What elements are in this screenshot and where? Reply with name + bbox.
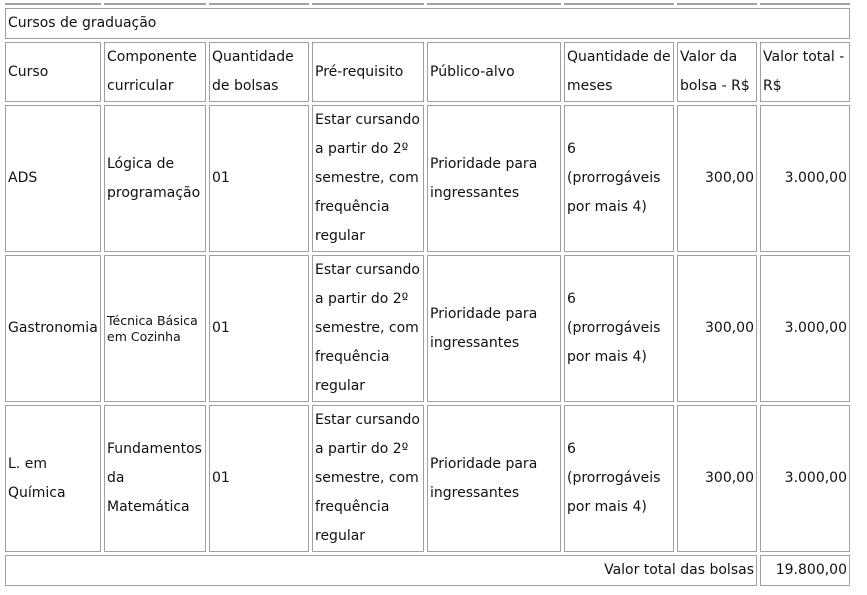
cell-meses: 6 (prorrogáveis por mais 4) [564,255,674,402]
cell-valor-bolsa: 300,00 [677,405,757,552]
header-quantidade-meses: Quantidade de meses [564,42,674,102]
cell-valor-bolsa: 300,00 [677,255,757,402]
top-border-row [5,3,850,5]
cell-curso: L. em Química [5,405,101,552]
cell-bolsas: 01 [209,255,309,402]
cell-valor-bolsa: 300,00 [677,105,757,252]
header-componente: Componente curricular [104,42,206,102]
footer-row [5,555,850,586]
header-curso: Curso [5,42,101,102]
cell-valor-total: 3.000,00 [760,105,850,252]
cell-publico-alvo: Prioridade para ingressantes [427,405,561,552]
cell-curso: Gastronomia [5,255,101,402]
table-row [5,105,850,252]
table-row [5,255,850,402]
footer-label: Valor total das bolsas [5,555,757,586]
table-row [5,405,850,552]
cell-curso: ADS [5,105,101,252]
cell-publico-alvo: Prioridade para ingressantes [427,105,561,252]
cell-publico-alvo: Prioridade para ingressantes [427,255,561,402]
cell-pre-requisito: Estar cursando a partir do 2º semestre, com frequência regular [312,105,424,252]
table-title-row [5,8,850,39]
cell-bolsas: 01 [209,405,309,552]
cell-meses: 6 (prorrogáveis por mais 4) [564,405,674,552]
header-valor-bolsa: Valor da bolsa - R$ [677,42,757,102]
cell-pre-requisito: Estar cursando a partir do 2º semestre, com frequência regular [312,405,424,552]
cell-pre-requisito: Estar cursando a partir do 2º semestre, com frequência regular [312,255,424,402]
header-row [5,42,850,102]
cell-componente: Lógica de programação [104,105,206,252]
header-publico-alvo: Público-alvo [427,42,561,102]
table-title: Cursos de graduação [5,8,850,39]
cell-componente: Fundamentos da Matemática [104,405,206,552]
cell-meses: 6 (prorrogáveis por mais 4) [564,105,674,252]
header-pre-requisito: Pré-requisito [312,42,424,102]
header-quantidade-bolsas: Quantidade de bolsas [209,42,309,102]
footer-total-value: 19.800,00 [760,555,850,586]
cell-componente: Técnica Básica em Cozinha [104,255,206,402]
scholarship-table [2,0,853,589]
header-valor-total: Valor total - R$ [760,42,850,102]
cell-valor-total: 3.000,00 [760,255,850,402]
cell-bolsas: 01 [209,105,309,252]
cell-valor-total: 3.000,00 [760,405,850,552]
